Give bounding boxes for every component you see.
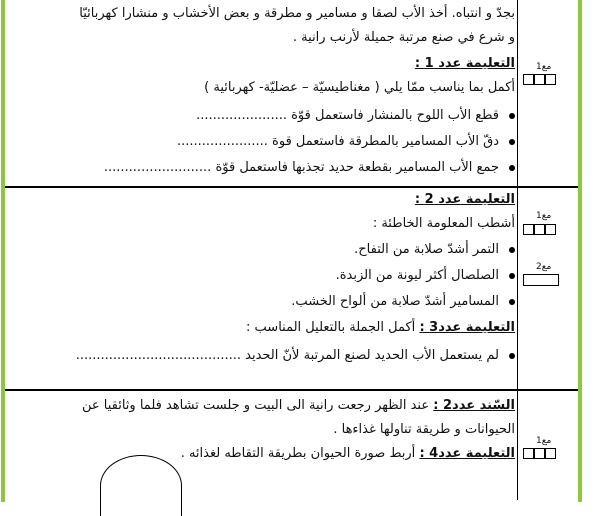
task-4-header xyxy=(181,444,515,464)
task-4-title: التعليمة عدد4 : xyxy=(419,446,515,461)
list-item xyxy=(177,132,515,152)
list-item xyxy=(76,346,515,366)
support-2-line xyxy=(82,396,515,416)
score-boxes xyxy=(523,224,556,236)
bullet-icon xyxy=(509,273,515,279)
section-divider xyxy=(5,389,578,391)
support-2-text: الحيوانات و طريقة تناولها غذاءها . xyxy=(333,422,515,437)
task-1-title: التعليمة عدد 1 : xyxy=(414,56,515,71)
margin-column-divider xyxy=(517,0,518,500)
bullet-icon xyxy=(509,165,515,171)
score-boxes xyxy=(523,448,556,460)
task-2-instruction: أشطب المعلومة الخاطئة : xyxy=(372,216,515,231)
bullet-icon xyxy=(509,299,515,305)
score-label: مع2 xyxy=(536,262,552,272)
task-1-instruction: أكمل بما يناسب ممّا يلي ( مغناطيسيّة – عضليّة- كهربائية ) xyxy=(204,80,515,95)
score-box xyxy=(523,274,559,286)
bullet-icon xyxy=(509,139,515,145)
list-item-text: قطع الأب اللوح بالمنشار فاستعمل قوّة ...................... xyxy=(196,108,499,123)
list-item xyxy=(196,106,515,126)
list-item-text: دقّ الأب المسامير بالمطرقة فاستعمل قوة ...................... xyxy=(177,134,499,149)
task-3-instruction: أكمل الجملة بالتعليل المناسب : xyxy=(246,320,416,335)
list-item xyxy=(336,266,515,286)
bullet-icon xyxy=(509,247,515,253)
score-label: مع1 xyxy=(536,62,552,72)
list-item-text: لم يستعمل الأب الحديد لصنع المرتبة لأنّ الحديد ........................................ xyxy=(75,348,499,363)
support-2-title: السّند عدد2 : xyxy=(433,398,515,413)
task-2-title: التعليمة عدد 2 : xyxy=(414,192,515,207)
section-divider xyxy=(5,186,578,188)
list-item-text: المسامير أشدّ صلابة من ألواح الخشب. xyxy=(291,294,499,309)
list-item-text: جمع الأب المسامير بقطعة حديد تجذبها فاستعمل قوّة .......................... xyxy=(103,160,499,175)
score-boxes xyxy=(523,74,556,86)
list-item xyxy=(104,158,515,178)
task-3-header xyxy=(246,318,515,338)
score-label: مع1 xyxy=(536,436,552,446)
intro-line: بجدّ و انتباه. أخذ الأب لصقا و مسامير و مطرقة و بعض الأخشاب و منشارا كهربائيّا xyxy=(79,6,515,21)
task-4-instruction: أربط صورة الحيوان بطريقة التقاطه لغذائه . xyxy=(180,446,416,461)
bullet-icon xyxy=(509,353,515,359)
list-item xyxy=(354,240,515,260)
support-2-text: عند الظهر رجعت رانية الى البيت و جلست تشاهد فلما وثائقيا عن xyxy=(81,398,430,413)
bullet-icon xyxy=(509,113,515,119)
intro-line: و شرع في صنع مرتبة جميلة لأرنب رانية . xyxy=(292,30,515,45)
animal-picture-outline xyxy=(100,455,182,516)
score-label: مع1 xyxy=(536,211,552,221)
list-item-text: التمر أشدّ صلابة من التفاح. xyxy=(354,242,499,257)
list-item xyxy=(291,292,515,312)
list-item-text: الصلصال أكثر ليونة من الزبدة. xyxy=(335,268,499,283)
task-3-title: التعليمة عدد3 : xyxy=(419,320,515,335)
